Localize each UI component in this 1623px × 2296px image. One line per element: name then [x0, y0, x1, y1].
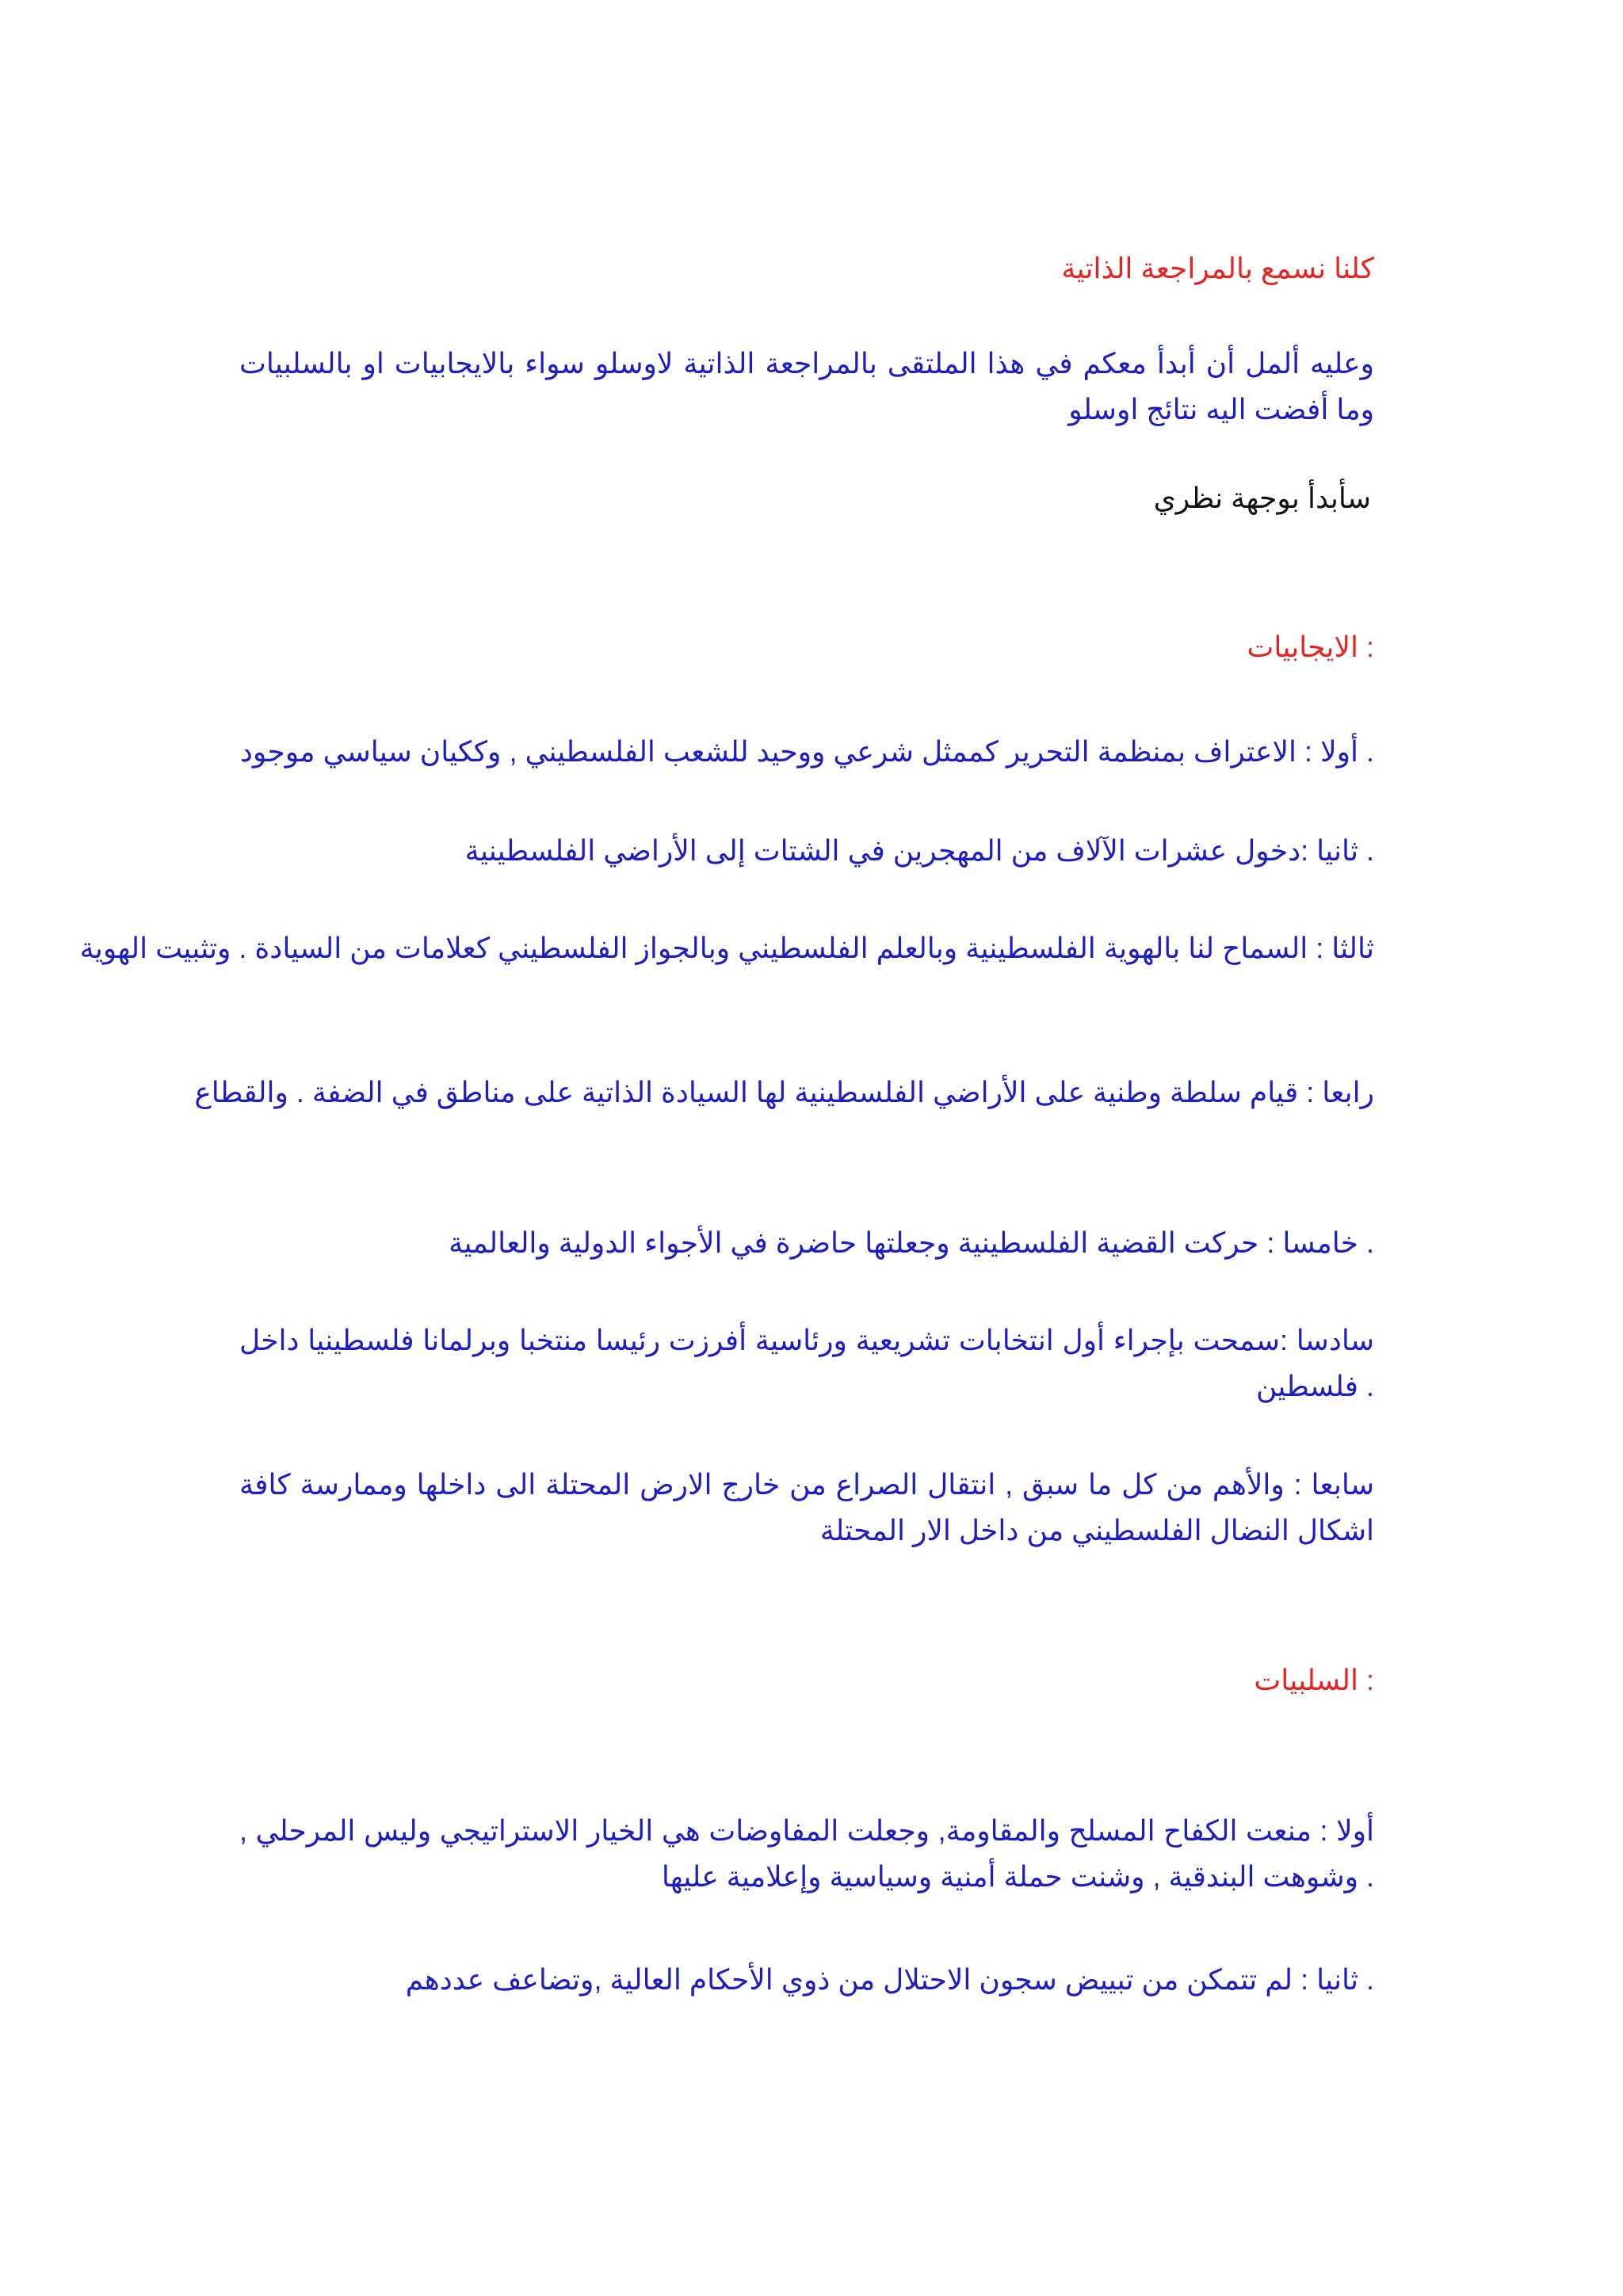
negative-item-1: أولا : منعت الكفاح المسلح والمقاومة, وجعلت المفاوضات هي الخيار الاستراتيجي وليس المرحلي , . وشوهت البندقية , وشنت حملة أمنية وسياسية وإعلامية عليها	[239, 1814, 1374, 1893]
positive-item-3: ثالثا : السماح لنا بالهوية الفلسطينية وبالعلم الفلسطيني وبالجواز الفلسطيني كعلامات من السيادة . وتثبيت الهوية	[79, 932, 1374, 964]
positive-item-6: سادسا :سمحت بإجراء أول انتخابات تشريعية ورئاسية أفرزت رئيسا منتخبا وبرلمانا فلسطينيا داخل . فلسطين	[239, 1324, 1374, 1402]
negatives-heading: : السلبيات	[1254, 1664, 1374, 1696]
negative-item-2: . ثانيا : لم تتمكن من تبييض سجون الاحتلال من ذوي الأحكام العالية ,وتضاعف عددهم	[405, 1963, 1374, 1996]
positive-item-2: . ثانيا :دخول عشرات الآلاف من المهجرين في الشتات إلى الأراضي الفلسطينية	[464, 834, 1374, 867]
viewpoint-line: سأبدأ بوجهة نظري	[1153, 482, 1371, 514]
document-title: كلنا نسمع بالمراجعة الذاتية	[1061, 252, 1374, 284]
positive-item-4: رابعا : قيام سلطة وطنية على الأراضي الفلسطينية لها السيادة الذاتية على مناطق في الضفة . والقطاع	[194, 1076, 1374, 1108]
positive-item-7: سابعا : والأهم من كل ما سبق , انتقال الصراع من خارج الارض المحتلة الى داخلها وممارسة كافة اشكال النضال الفلسطيني من داخل الار المحتلة	[239, 1468, 1374, 1547]
positive-item-5: . خامسا : حركت القضية الفلسطينية وجعلتها حاضرة في الأجواء الدولية والعالمية	[449, 1226, 1374, 1259]
positives-heading: : الايجابيات	[1247, 631, 1374, 663]
positive-item-1: . أولا : الاعتراف بمنظمة التحرير كممثل شرعي ووحيد للشعب الفلسطيني , وككيان سياسي موجود	[239, 735, 1374, 768]
intro-paragraph: وعليه ألمل أن أبدأ معكم في هذا الملتقى بالمراجعة الذاتية لاوسلو سواء بالايجابيات او بالسلبيات وما أفضت اليه نتائج اوسلو	[239, 347, 1374, 425]
